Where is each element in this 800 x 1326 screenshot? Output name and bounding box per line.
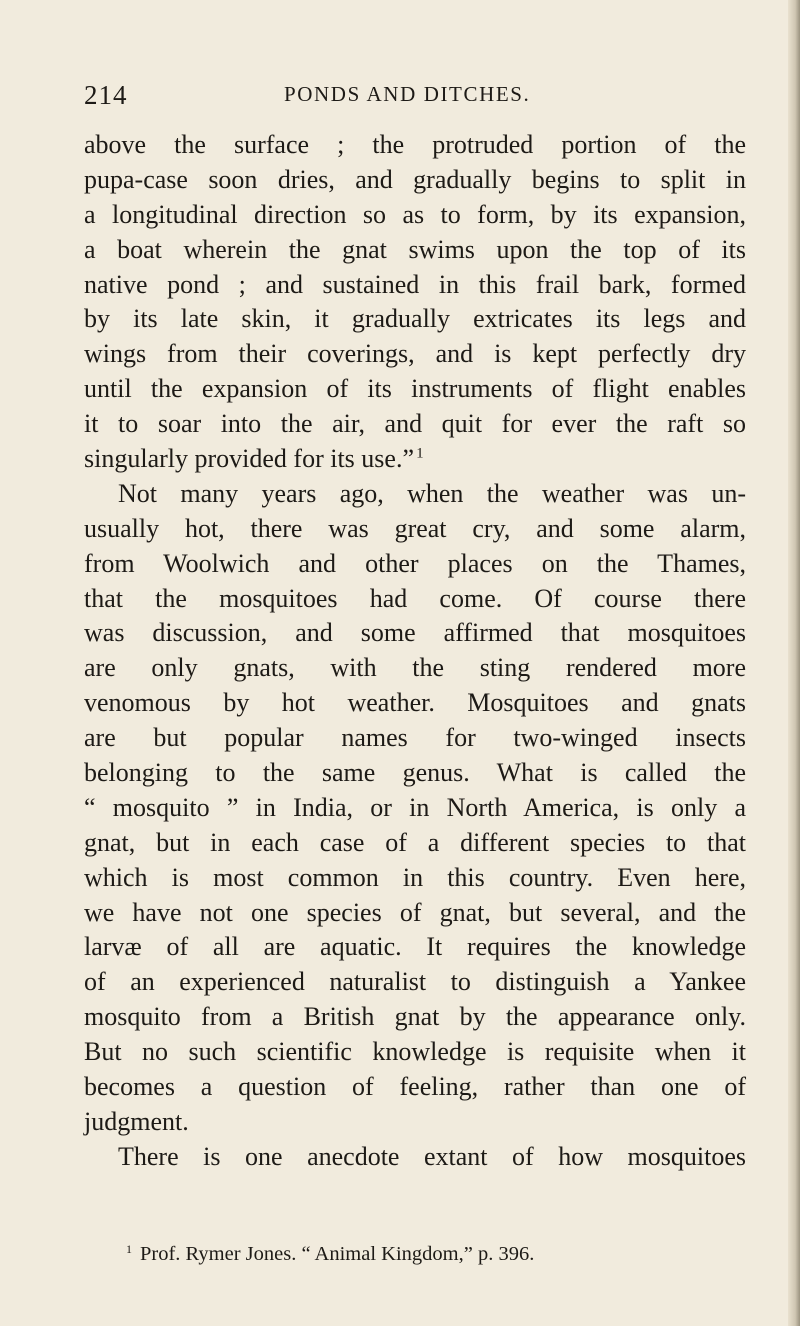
text-line: we have not one species of gnat, but several, and the: [84, 897, 746, 927]
text-line: from Woolwich and other places on the Thames,: [84, 548, 746, 578]
text-line: belonging to the same genus. What is called the: [84, 758, 746, 788]
text-line-with-footnote-ref: [84, 442, 746, 477]
text-line: singularly provided for its use.”: [84, 444, 414, 474]
paragraph-start-line: There is one anecdote extant of how mosquitoes: [118, 1141, 746, 1171]
text-line: until the expansion of its instruments of flight enables: [84, 374, 746, 404]
text-line: that the mosquitoes had come. Of course there: [84, 583, 746, 613]
text-line: by its late skin, it gradually extricates its legs and: [84, 304, 746, 334]
running-head: PONDS AND DITCHES.: [284, 82, 531, 106]
text-line: usually hot, there was great cry, and some alarm,: [84, 513, 746, 543]
text-line: gnat, but in each case of a different species to that: [84, 827, 746, 857]
text-line: judgment.: [84, 1106, 189, 1136]
text-line: mosquito from a British gnat by the appearance only.: [84, 1002, 746, 1032]
text-line: above the surface ; the protruded portion of the: [84, 130, 746, 159]
footnote-text: Prof. Rymer Jones. “ Animal Kingdom,” p. 396.: [140, 1243, 535, 1265]
text-line: larvæ of all are aquatic. It requires the knowledge: [84, 932, 746, 962]
text-line: are only gnats, with the sting rendered more: [84, 653, 746, 683]
text-line: wings from their coverings, and is kept perfectly dry: [84, 339, 746, 369]
page-edge-shadow: [788, 0, 800, 1326]
page-number: 214: [84, 80, 128, 110]
text-line: pupa-case soon dries, and gradually begins to split in: [84, 164, 746, 194]
footnote-marker: 1: [126, 1242, 132, 1256]
text-line: becomes a question of feeling, rather than one of: [84, 1072, 746, 1102]
text-line: native pond ; and sustained in this frail bark, formed: [84, 269, 746, 299]
text-line: venomous by hot weather. Mosquitoes and gnats: [84, 688, 746, 718]
text-line: which is most common in this country. Even here,: [84, 862, 746, 892]
text-line: a longitudinal direction so as to form, by its expansion,: [84, 199, 746, 229]
body-text: [84, 128, 746, 1175]
page-header: [84, 80, 734, 116]
text-line: of an experienced naturalist to distinguish a Yankee: [84, 967, 746, 997]
text-line: But no such scientific knowledge is requisite when it: [84, 1037, 746, 1067]
text-line: it to soar into the air, and quit for ever the raft so: [84, 409, 746, 439]
text-line: are but popular names for two-winged insects: [84, 723, 746, 753]
text-line: “ mosquito ” in India, or in North America, is only a: [84, 792, 746, 822]
footnote: [126, 1242, 534, 1266]
text-line: a boat wherein the gnat swims upon the top of its: [84, 234, 746, 264]
footnote-reference: 1: [416, 445, 424, 462]
paragraph-start-line: Not many years ago, when the weather was un-: [118, 478, 746, 508]
text-line: was discussion, and some affirmed that mosquitoes: [84, 618, 746, 648]
